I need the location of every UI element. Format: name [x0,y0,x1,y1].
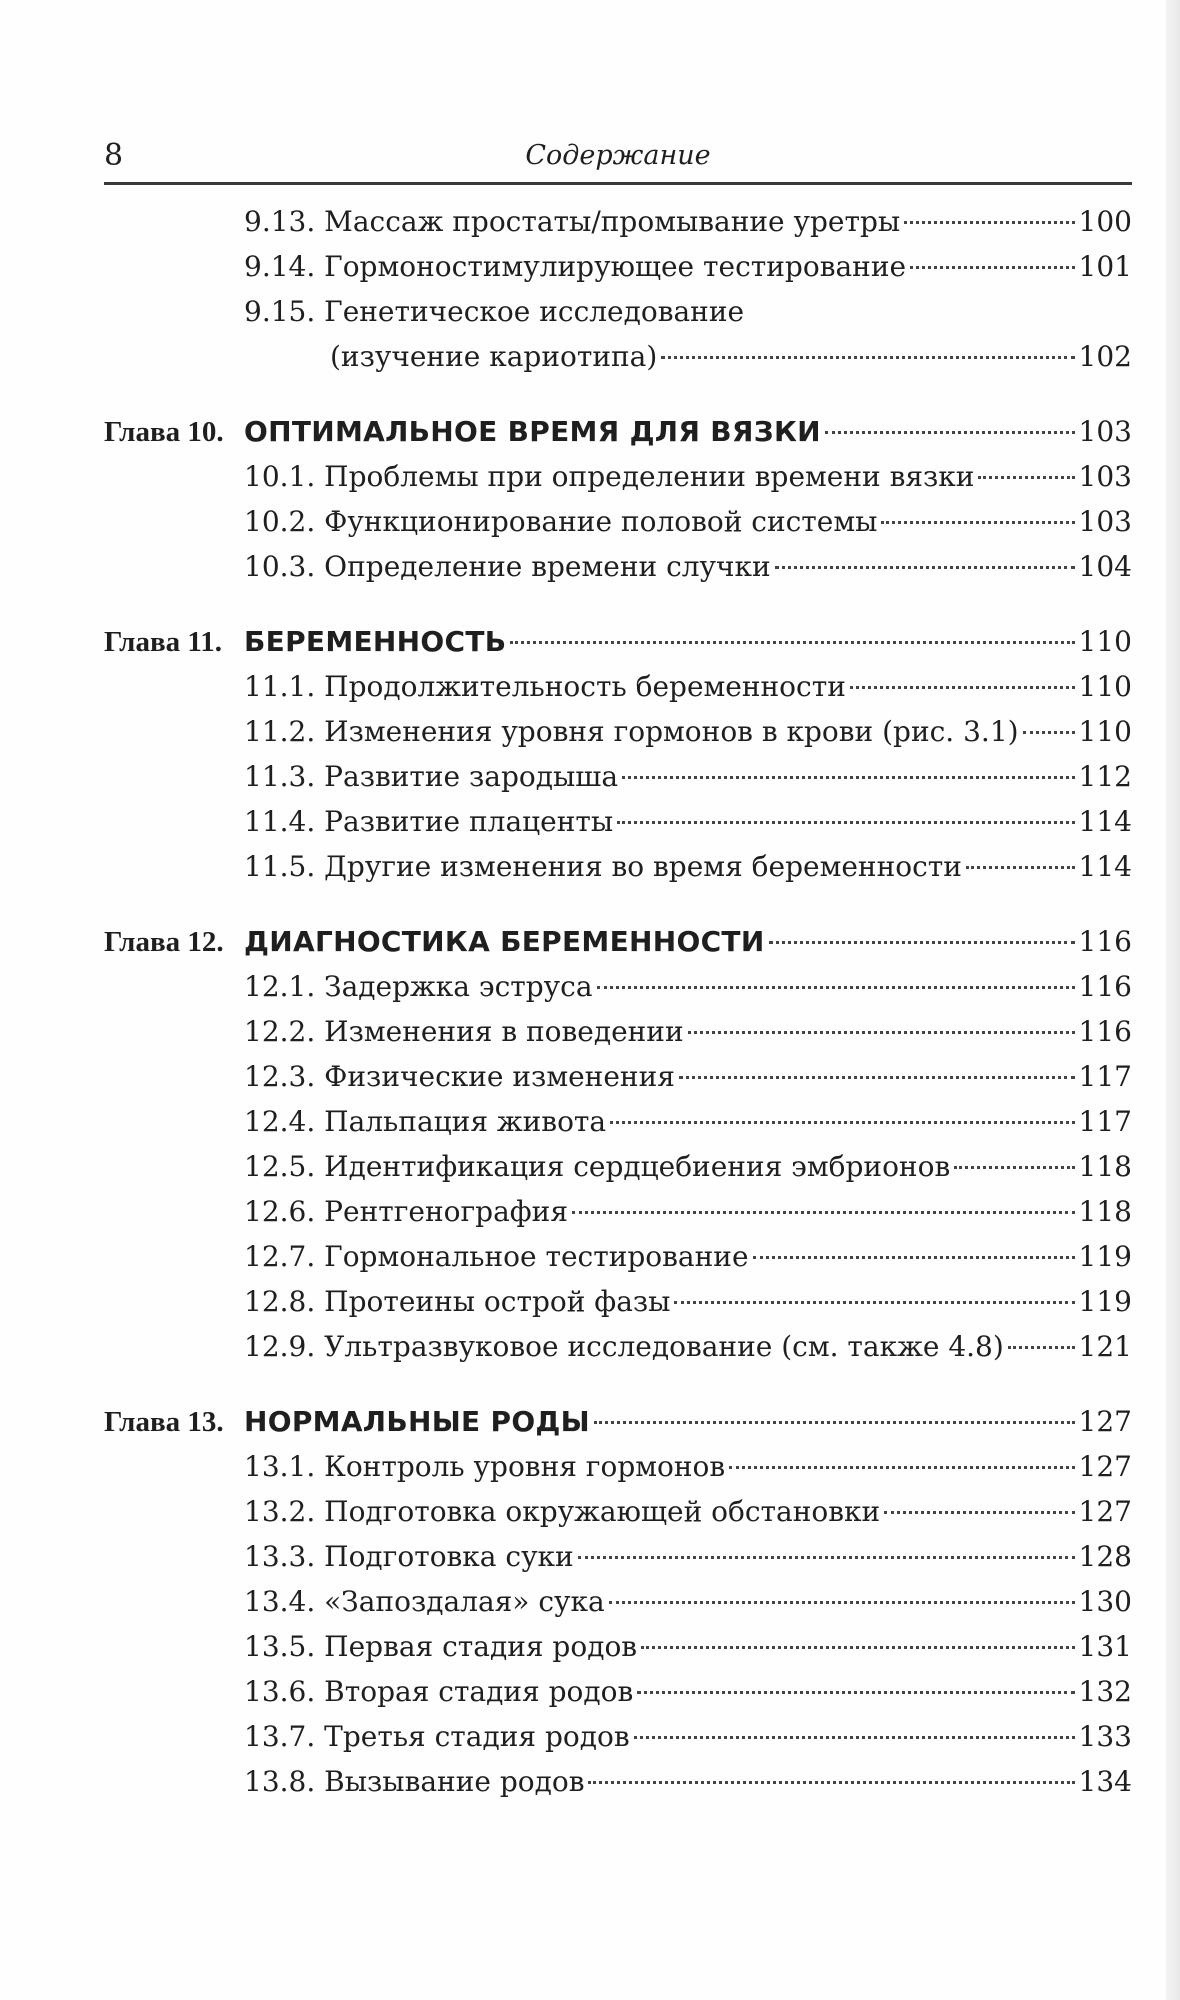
entry-number: 10.1. [244,460,316,493]
dot-leader [881,521,1074,524]
chapter-heading[interactable] [104,619,1132,664]
toc-entry[interactable] [104,844,1132,889]
dot-leader [588,1781,1074,1784]
entry-title: Изменения в поведении [324,1015,684,1048]
toc-entry[interactable] [104,544,1132,589]
entry-page: 132 [1078,1675,1132,1708]
entry-number: 13.5. [244,1630,316,1663]
dot-leader [674,1301,1074,1304]
entry-page: 112 [1078,760,1132,793]
dot-leader [753,1256,1075,1259]
chapter-page: 127 [1078,1405,1132,1438]
entry-title: Подготовка суки [324,1540,574,1573]
entry-number: 12.6. [244,1195,316,1228]
chapter-items [104,1444,1132,1804]
chapter-items [104,454,1132,589]
dot-leader [634,1736,1075,1739]
dot-leader [910,266,1075,269]
entry-title: Контроль уровня гормонов [324,1450,726,1483]
toc-entry[interactable] [104,1054,1132,1099]
entry-title: Ультразвуковое исследование (см. также 4.8) [324,1330,1004,1363]
entry-number: 10.2. [244,505,316,538]
toc-entry[interactable] [104,1759,1132,1804]
dot-leader [578,1556,1075,1559]
toc-entry[interactable] [104,1099,1132,1144]
chapter-title: БЕРЕМЕННОСТЬ [244,625,507,658]
chapter-title: ДИАГНОСТИКА БЕРЕМЕННОСТИ [244,925,765,958]
entry-number: 11.5. [244,850,316,883]
entry-page: 128 [1078,1540,1132,1573]
entry-title: Задержка эструса [324,970,593,1003]
entry-title: Первая стадия родов [324,1630,638,1663]
entry-number: 9.14. [244,250,316,283]
dot-leader [1008,1346,1075,1349]
entry-number: 12.7. [244,1240,316,1273]
chapter-title: НОРМАЛЬНЫЕ РОДЫ [244,1405,590,1438]
toc-entry[interactable] [104,199,1132,244]
entry-page: 119 [1078,1240,1132,1273]
dot-leader [769,941,1075,944]
entry-title: Определение времени случки [324,550,771,583]
dot-leader [1023,731,1075,734]
dot-leader [610,1121,1074,1124]
chapter-heading[interactable] [104,409,1132,454]
dot-leader [572,1211,1075,1214]
entry-title: Гормоностимулирующее тестирование [324,250,907,283]
entry-page: 119 [1078,1285,1132,1318]
entry-page: 127 [1078,1495,1132,1528]
entry-number: 10.3. [244,550,316,583]
dot-leader [609,1601,1075,1604]
toc-entry[interactable] [104,1279,1132,1324]
entry-page: 118 [1078,1195,1132,1228]
entry-title: Другие изменения во время беременности [324,850,962,883]
entry-page: 104 [1078,550,1132,583]
entry-number: 12.8. [244,1285,316,1318]
dot-leader [729,1466,1074,1469]
entry-title: Продолжительность беременности [324,670,846,703]
entry-title: Изменения уровня гормонов в крови (рис. 3.1) [324,715,1019,748]
chapter-label: Глава 13. [104,1406,224,1438]
entry-page: 118 [1078,1150,1132,1183]
entry-page: 114 [1078,850,1132,883]
entry-title: Третья стадия родов [324,1720,630,1753]
entry-number: 12.1. [244,970,316,1003]
dot-leader [884,1511,1074,1514]
toc-entry[interactable] [104,1489,1132,1534]
chapter-heading[interactable] [104,1399,1132,1444]
entry-title: Генетическое исследование [324,295,745,328]
toc-entry[interactable] [104,499,1132,544]
entry-title: Физические изменения [324,1060,675,1093]
entry-page: 101 [1078,250,1132,283]
entry-number: 9.13. [244,205,316,238]
entry-page: 121 [1078,1330,1132,1363]
entry-page: 134 [1078,1765,1132,1798]
entry-title: Массаж простаты/промывание уретры [324,205,901,238]
entry-title: Вызывание родов [324,1765,585,1798]
toc-entry[interactable] [104,1444,1132,1489]
toc-entry[interactable] [104,1534,1132,1579]
entry-page: 117 [1078,1060,1132,1093]
dot-leader [622,776,1075,779]
entry-title: Пальпация живота [324,1105,607,1138]
entry-number: 13.6. [244,1675,316,1708]
dot-leader [954,1166,1074,1169]
toc-entry[interactable] [104,1579,1132,1624]
entry-page: 103 [1078,505,1132,538]
dot-leader [688,1031,1075,1034]
entry-page: 114 [1078,805,1132,838]
chapter-label: Глава 11. [104,626,223,658]
entry-title: Функционирование половой системы [324,505,878,538]
entry-page: 110 [1078,715,1132,748]
toc-entry[interactable] [104,1189,1132,1234]
entry-number: 13.7. [244,1720,316,1753]
entry-page: 103 [1078,460,1132,493]
entry-page: 130 [1078,1585,1132,1618]
toc-entry[interactable] [104,1144,1132,1189]
dot-leader [594,1421,1075,1424]
toc-entry[interactable] [104,1234,1132,1279]
entry-title: Протеины острой фазы [324,1285,671,1318]
toc-entry[interactable] [104,1324,1132,1369]
entry-number: 11.3. [244,760,316,793]
chapter-page: 103 [1078,415,1132,448]
toc-entry[interactable] [104,964,1132,1009]
entry-page: 100 [1078,205,1132,238]
entry-page: 110 [1078,670,1132,703]
entry-title-continued: (изучение кариотипа) [330,340,658,373]
entry-title: Рентгенография [324,1195,569,1228]
entry-number: 13.3. [244,1540,316,1573]
toc-entry[interactable] [104,1009,1132,1054]
dot-leader [679,1076,1075,1079]
chapter-items [104,664,1132,889]
entry-page: 117 [1078,1105,1132,1138]
entry-page: 116 [1078,1015,1132,1048]
chapter-label: Глава 12. [104,926,224,958]
entry-number: 12.4. [244,1105,316,1138]
entry-number: 13.2. [244,1495,316,1528]
toc-entry[interactable] [104,244,1132,289]
chapter-items [104,964,1132,1369]
dot-leader [510,641,1074,644]
toc-entry[interactable] [104,454,1132,499]
entry-title: Подготовка окружающей обстановки [324,1495,881,1528]
entry-title: Проблемы при определении времени вязки [324,460,975,493]
entry-number: 13.8. [244,1765,316,1798]
dot-leader [617,821,1074,824]
page-edge-shadow [1166,0,1180,2000]
entry-number: 11.2. [244,715,316,748]
entry-number: 12.2. [244,1015,316,1048]
entry-number: 12.9. [244,1330,316,1363]
toc-entry-continuation[interactable] [104,334,1132,379]
toc-entry[interactable] [104,1624,1132,1669]
entry-title: Гормональное тестирование [324,1240,749,1273]
toc-entry[interactable] [104,664,1132,709]
header-rule [104,182,1132,185]
entry-title: Вторая стадия родов [324,1675,634,1708]
entry-title: Идентификация сердцебиения эмбрионов [324,1150,951,1183]
dot-leader [661,356,1074,359]
toc-entry[interactable] [104,709,1132,754]
dot-leader [966,866,1075,869]
chapter-heading[interactable] [104,919,1132,964]
entry-page: 102 [1078,340,1132,373]
dot-leader [850,686,1075,689]
entry-number: 12.5. [244,1150,316,1183]
entry-page: 116 [1078,970,1132,1003]
dot-leader [904,221,1074,224]
entry-title: Развитие зародыша [324,760,619,793]
entry-number: 13.1. [244,1450,316,1483]
entry-number: 11.1. [244,670,316,703]
page-header [104,132,1132,180]
dot-leader [597,986,1075,989]
toc-entry[interactable] [104,1669,1132,1714]
entry-number: 13.4. [244,1585,316,1618]
dot-leader [637,1691,1074,1694]
running-head: Содержание [525,140,711,171]
dot-leader [641,1646,1074,1649]
toc-entry[interactable] [104,1714,1132,1759]
chapter-page: 116 [1078,925,1132,958]
entry-title: «Запоздалая» сука [324,1585,605,1618]
dot-leader [825,431,1075,434]
dot-leader [775,566,1075,569]
entry-page: 131 [1078,1630,1132,1663]
toc-entry[interactable] [104,799,1132,844]
entry-page: 133 [1078,1720,1132,1753]
page-number: 8 [104,138,124,173]
toc-entry[interactable] [104,754,1132,799]
chapter-page: 110 [1078,625,1132,658]
chapter-title: ОПТИМАЛЬНОЕ ВРЕМЯ ДЛЯ ВЯЗКИ [244,415,821,448]
toc-entry[interactable] [104,289,1132,334]
table-of-contents [104,199,1132,1804]
entry-number: 11.4. [244,805,316,838]
entry-number: 9.15. [244,295,316,328]
entry-page: 127 [1078,1450,1132,1483]
dot-leader [978,476,1074,479]
chapter-label: Глава 10. [104,416,224,448]
entry-number: 12.3. [244,1060,316,1093]
entry-title: Развитие плаценты [324,805,614,838]
